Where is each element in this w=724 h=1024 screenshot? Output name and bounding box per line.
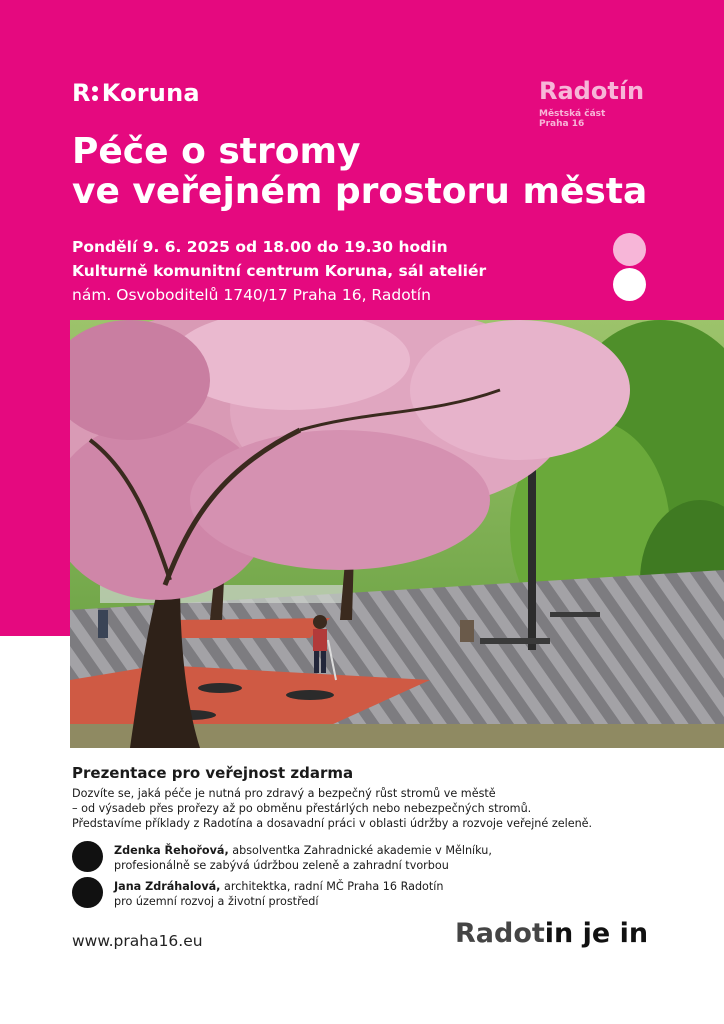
radotin-logo-name: Radotín	[539, 77, 645, 105]
event-date-time: Pondělí 9. 6. 2025 od 18.00 do 19.30 hodin	[72, 238, 448, 256]
slogan-logo: Radotin je in	[455, 918, 649, 949]
header-background-extension	[0, 320, 70, 636]
presentation-description: Dozvíte se, jaká péče je nutná pro zdravý a bezpečný růst stromů ve městě – od výsadeb přes prořezy až po obměnu přestárlých nebo nebezpečných stromů. Představíme příklady z Radotína a dosavadní práci v oblasti údržby a rozvoje veřejné zeleně.	[72, 787, 593, 830]
event-address: nám. Osvoboditelů 1740/17 Praha 16, Radotín	[72, 286, 431, 304]
speaker-2-bullet	[72, 877, 103, 908]
decorative-circle-light	[613, 233, 646, 266]
event-venue: Kulturně komunitní centrum Koruna, sál ateliér	[72, 262, 487, 280]
radotin-logo-sub: Městská část Praha 16	[539, 109, 606, 129]
koruna-logo-text: Koruna	[101, 79, 200, 107]
radotin-logo	[539, 78, 644, 129]
koruna-logo	[72, 79, 200, 107]
koruna-logo-mark: R	[72, 79, 98, 107]
title-line-2: ve veřejném prostoru města	[72, 171, 648, 212]
speaker-1-bullet	[72, 841, 103, 872]
website-link[interactable]: www.praha16.eu	[72, 932, 203, 950]
speaker-1: Zdenka Řehořová, absolventka Zahradnické akademie v Mělníku, profesionálně se zabývá údržbou zeleně a zahradní tvorbou	[114, 844, 492, 872]
title-line-1: Péče o stromy	[72, 131, 361, 172]
presentation-heading: Prezentace pro veřejnost zdarma	[72, 764, 354, 782]
event-details	[72, 235, 486, 307]
page-title	[72, 132, 692, 212]
blossom-tree-photo	[70, 320, 724, 748]
decorative-circle-white	[613, 268, 646, 301]
speaker-2: Jana Zdráhalová, architektka, radní MČ Praha 16 Radotín pro územní rozvoj a životní prostředí	[114, 880, 444, 908]
